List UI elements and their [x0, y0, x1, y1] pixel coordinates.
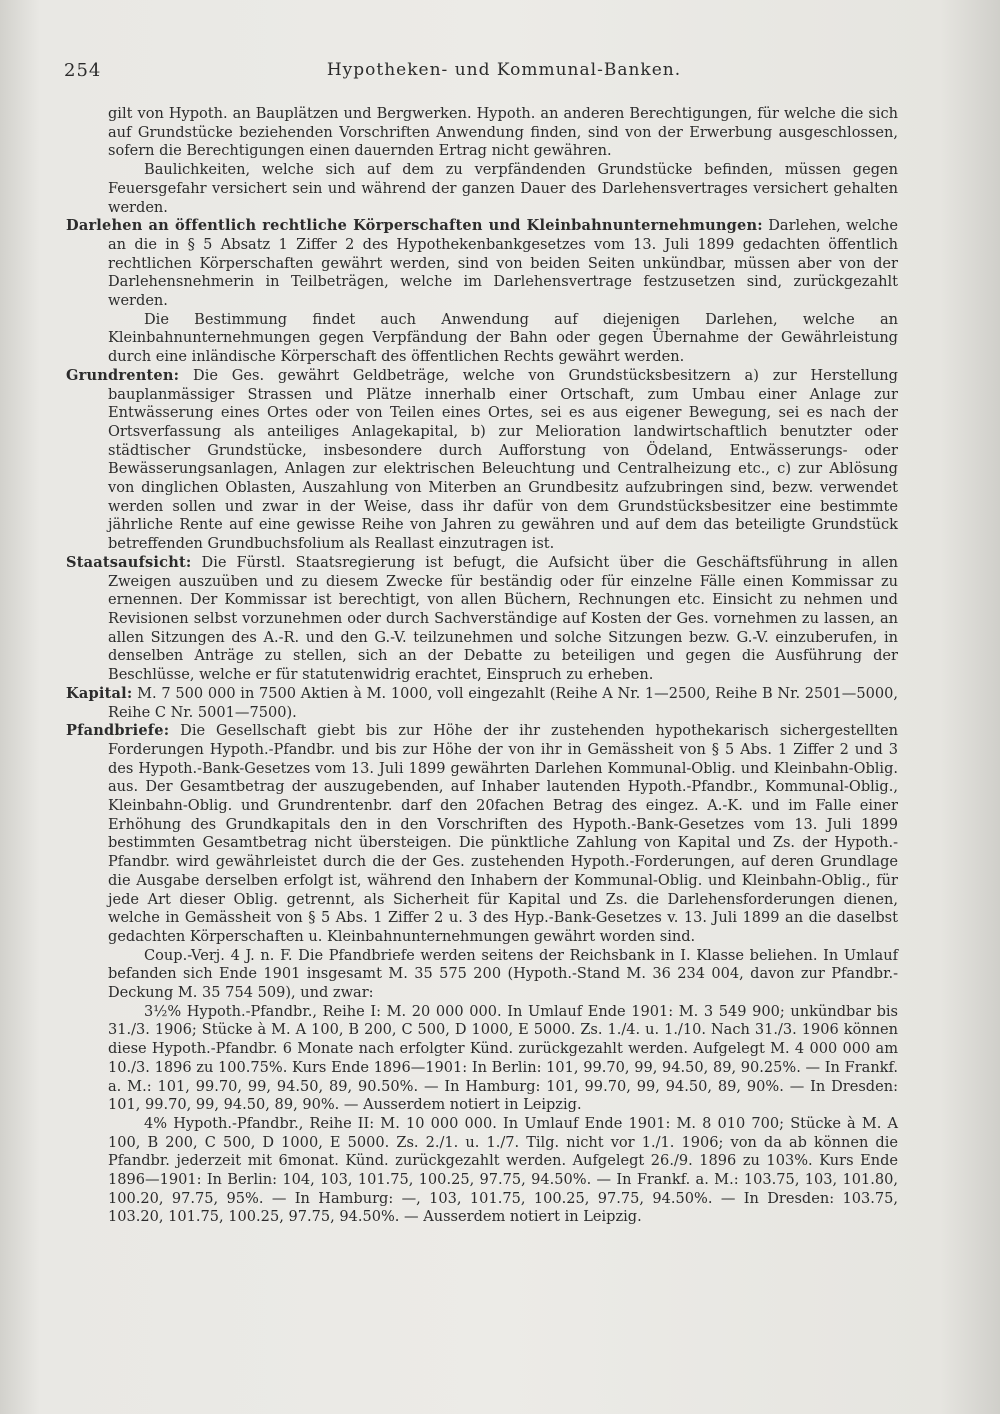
section-heading: Kapital: [66, 684, 133, 702]
paragraph-light-railways: Die Bestimmung findet auch Anwendung auf diejenigen Darlehen, welche an Kleinbahnunternehmungen gegen Verpfändung der Bahn oder gegen Übernahme der Gewährleistung durch eine inländische Körperschaft des öffentlichen Rechts gewährt werden. [108, 310, 898, 366]
page-number: 254 [64, 60, 102, 81]
section-heading: Grundrenten: [66, 366, 180, 384]
paragraph-mortgage-restrictions: gilt von Hypoth. an Bauplätzen und Bergwerken. Hypoth. an anderen Berechtigungen, für welche die sich auf Grundstücke beziehenden Vorschriften Anwendung finden, sind von der Erwerbung ausgeschlossen, sofern die Berechtigungen einen dauernden Ertrag nicht gewähren. [108, 105, 898, 160]
paragraph-series-two: 4% Hypoth.-Pfandbr., Reihe II: M. 10 000 000. In Umlauf Ende 1901: M. 8 010 700; Stücke à M. A 100, B 200, C 500, D 1000, E 5000. Zs. 2./1. u. 1./7. Tilg. nicht vor 1./1. 1906; von da ab können die Pfandbr. jederzeit mit 6monat. Künd. zurückgezahlt werden. Aufgelegt 26./9. 1896 zu 103%. Kurs Ende 1896—1901: In Berlin: 104, 103, 101.75, 100.25, 97.75, 94.50%. — In Frankf. a. M.: 103.75, 103, 101.80, 100.20, 97.75, 95%. — In Hamburg: —, 103, 101.75, 100.25, 97.75, 94.50%. — In Dresden: 103.75, 103.20, 101.75, 100.25, 97.75, 94.50%. — Ausserdem notiert in Leipzig. [108, 1114, 898, 1226]
section-heading: Staatsaufsicht: [66, 553, 192, 571]
section-state-supervision: Staatsaufsicht: Die Fürstl. Staatsregierung ist befugt, die Aufsicht über die Geschäftsführung in allen Zweigen auszuüben und zu diesem Zwecke für beständig oder für einzelne Fälle einen Kommissar zu ernennen. Der Kommissar ist berechtigt, von allen Büchern, Rechnungen etc. Einsicht zu nehmen und Revisionen selbst vorzunehmen oder durch Sachverständige auf Kosten der Ges. vornehmen zu lassen, an allen Sitzungen des A.-R. und den G.-V. teilzunehmen und solche Sitzungen bezw. G.-V. einzuberufen, in denselben Anträge zu stellen, sich an der Debatte zu beteiligen und gegen die Ausführung der Beschlüsse, welche er für statutenwidrig erachtet, Einspruch zu erheben. [66, 553, 898, 684]
section-mortgage-bonds: Pfandbriefe: Die Gesellschaft giebt bis zur Höhe der ihr zustehenden hypothekarisch sichergestellten Forderungen Hypoth.-Pfandbr. und bis zur Höhe der von ihr in Gemässheit von § 5 Abs. 1 Ziffer 2 und 3 des Hypoth.-Bank-Gesetzes vom 13. Juli 1899 gewährten Darlehen Kommunal-Oblig. und Kleinbahn-Oblig. aus. Der Gesamtbetrag der auszugebenden, auf Inhaber lautenden Hypoth.-Pfandbr., Kommunal-Oblig., Kleinbahn-Oblig. und Grundrentenbr. darf den 20fachen Betrag des eingez. A.-K. und im Falle einer Erhöhung des Grundkapitals den in den Vorschriften des Hypoth.-Bank-Gesetzes vom 13. Juli 1899 bestimmten Gesamtbetrag nicht übersteigen. Die pünktliche Zahlung von Kapital und Zs. der Hypoth.-Pfandbr. wird gewährleistet durch die der Ges. zustehenden Hypoth.-Forderungen, auf deren Grundlage die Ausgabe derselben erfolgt ist, während den Inhabern der Kommunal-Oblig. und Kleinbahn-Oblig., für jede Art dieser Oblig. getrennt, als Sicherheit für Kapital und Zs. die Darlehensforderungen dienen, welche in Gemässheit von § 5 Abs. 1 Ziffer 2 u. 3 des Hyp.-Bank-Gesetzes v. 13. Juli 1899 an die daselbst gedachten Körperschaften u. Kleinbahnunternehmungen gewährt worden sind. [66, 722, 898, 945]
running-title: Hypotheken- und Kommunal-Banken. [326, 60, 682, 80]
section-heading: Pfandbriefe: [66, 722, 170, 740]
paragraph-fire-insurance: Baulichkeiten, welche sich auf dem zu verpfändenden Grundstücke befinden, müssen gegen Feuersgefahr versichert sein und während der ganzen Dauer des Darlehensvertrages versichert gehalten werden. [108, 161, 898, 216]
page-body [66, 105, 898, 1227]
paragraph-series-one: 3½% Hypoth.-Pfandbr., Reihe I: M. 20 000 000. In Umlauf Ende 1901: M. 3 549 900; unkündbar bis 31./3. 1906; Stücke à M. A 100, B 200, C 500, D 1000, E 5000. Zs. 1./4. u. 1./10. Nach 31./3. 1906 können diese Hypoth.-Pfandbr. 6 Monate nach erfolgter Künd. zurückgezahlt werden. Aufgelegt M. 4 000 000 am 10./3. 1896 zu 100.75%. Kurs Ende 1896—1901: In Berlin: 101, 99.70, 99, 94.50, 89, 90.25%. — In Frankf. a. M.: 101, 99.70, 99, 94.50, 89, 90.50%. — In Hamburg: 101, 99.70, 99, 94.50, 89, 90%. — In Dresden: 101, 99.70, 99, 94.50, 89, 90%. — Ausserdem notiert in Leipzig. [108, 1002, 898, 1114]
paragraph-coupon-terms: Coup.-Verj. 4 J. n. F. Die Pfandbriefe werden seitens der Reichsbank in I. Klasse beliehen. In Umlauf befanden sich Ende 1901 insgesamt M. 35 575 200 (Hypoth.-Stand M. 36 234 004, davon zur Pfandbr.-Deckung M. 35 754 509), und zwar: [108, 946, 898, 1002]
page-header [64, 60, 944, 90]
section-capital: Kapital: M. 7 500 000 in 7500 Aktien à M. 1000, voll eingezahlt (Reihe A Nr. 1—2500, Reihe B Nr. 2501—5000, Reihe C Nr. 5001—7500). [66, 684, 899, 721]
section-heading: Darlehen an öffentlich rechtliche Körperschaften und Kleinbahnunternehmungen: [66, 217, 763, 235]
section-public-loans: Darlehen an öffentlich rechtliche Körperschaften und Kleinbahnunternehmungen: Darlehen, welche an die in § 5 Absatz 1 Ziffer 2 des Hypothekenbankgesetzes vom 13. Juli 1899 gedachten öffentlich rechtlichen Körperschaften gewährt werden, sind von beiden Seiten unkündbar, müssen aber von der Darlehensnehmerin in Teilbeträgen, welche im Darlehensvertrage festzusetzen sind, zurückgezahlt werden. [66, 217, 899, 310]
section-ground-rents: Grundrenten: Die Ges. gewährt Geldbeträge, welche von Grundstücksbesitzern a) zur Herstellung bauplanmässiger Strassen und Plätze innerhalb einer Ortschaft, zum Umbau einer Anlage zur Entwässerung eines Ortes oder von Teilen eines Ortes, sei es aus eigener Bewegung, sei es nach der Ortsverfassung als anteiliges Anlagekapital, b) zur Melioration landwirtschaftlich benutzter oder städtischer Grundstücke, insbesondere durch Aufforstung von Ödeland, Entwässerungs- oder Bewässerungsanlagen, Anlagen zur elektrischen Beleuchtung und Centralheizung etc., c) zur Ablösung von dinglichen Oblasten, Auszahlung von Miterben an Grundbesitz aufzubringen sind, bezw. verwendet werden sollen und zwar in der Weise, dass ihr dafür von dem Grundstücksbesitzer eine bestimmte jährliche Rente auf eine gewisse Reihe von Jahren zu gewähren und auf dem das beteiligte Grundstück betreffenden Grundbuchsfolium als Reallast einzutragen ist. [66, 366, 898, 553]
